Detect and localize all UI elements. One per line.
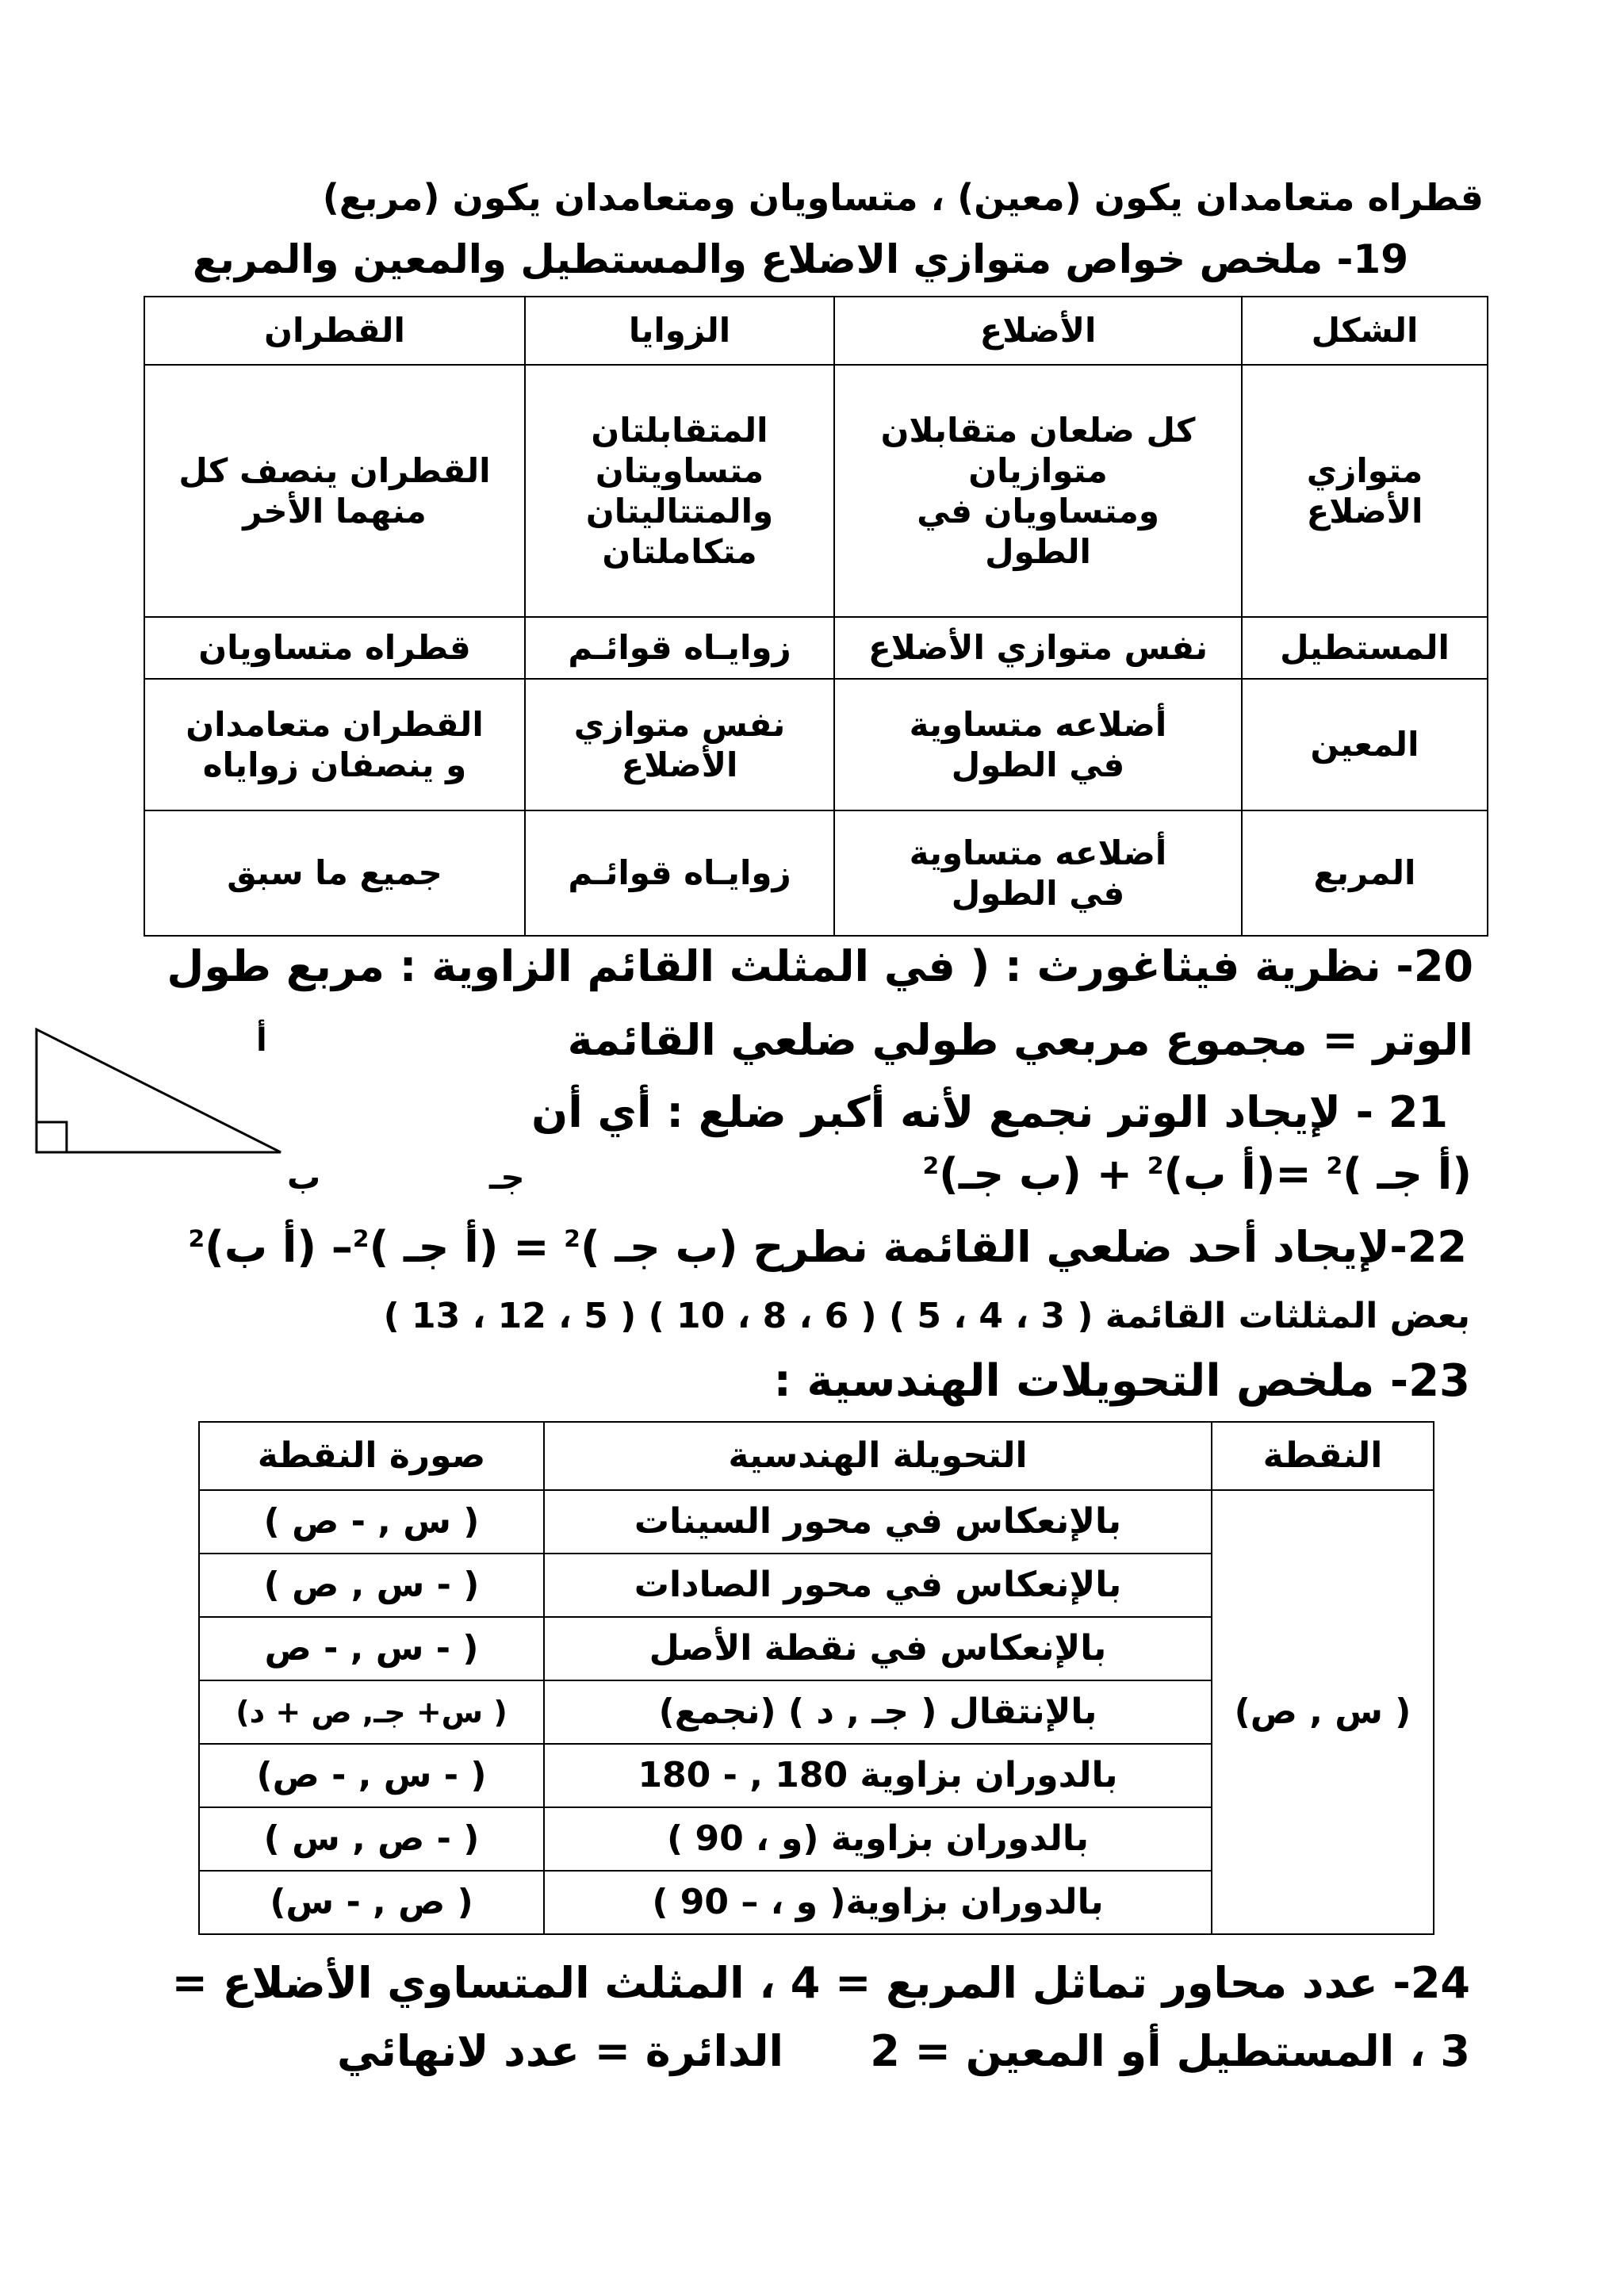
cell-image: ( - س , ص ): [199, 1554, 544, 1617]
cell-transformation: بالدوران بزاوية( و ، – 90 ): [544, 1871, 1212, 1934]
table-header-row: [199, 1422, 1434, 1490]
table-header-row: [144, 297, 1488, 365]
vertex-label-c: جـ: [489, 1158, 525, 1197]
section-20-line-1: 20- نظرية فيثاغورث : ( في المثلث القائم الزاوية : مربع طول: [167, 941, 1473, 991]
header-sides: الأضلاع: [834, 297, 1242, 365]
section-20-line-2: الوتر = مجموع مربعي طولي ضلعي القائمة: [567, 1015, 1473, 1065]
cell-diagonals: القطران متعامدان و ينصفان زواياه: [144, 679, 525, 810]
header-shape: الشكل: [1242, 297, 1488, 365]
transformations-table: [198, 1421, 1434, 1935]
cell-image: ( - ص , س ): [199, 1807, 544, 1871]
right-triangle-figure: [29, 1021, 290, 1180]
cell-angles: زوايـاه قوائـم: [525, 617, 834, 679]
cell-diagonals: القطران ينصف كل منهما الأخر: [144, 365, 525, 617]
cell-image: ( س+ جـ, ص + د): [199, 1680, 544, 1744]
table-row: [144, 617, 1488, 679]
hypotenuse-formula: (أ جـ )$^2$ =(أ ب)$^2$ + (ب جـ)$^2$: [922, 1149, 1472, 1199]
table-row: [144, 679, 1488, 810]
header-diagonals: القطران: [144, 297, 525, 365]
cell-angles: نفس متوازي الأضلاع: [525, 679, 834, 810]
cell-transformation: بالإنتقال ( جـ , د ) (نجمع): [544, 1680, 1212, 1744]
right-triangle-triples: بعض المثلثات القائمة ( 3 ، 4 ، 5 ) ( 6 ، 8 ، 10 ) ( 5 ، 12 ، 13 ): [383, 1296, 1470, 1336]
cell-transformation: بالإنعكاس في محور الصادات: [544, 1554, 1212, 1617]
section-22-formula: 22-لإيجاد أحد ضلعي القائمة نطرح (ب جـ )$^2$ = (أ جـ )$^2$– (أ ب)$^2$: [188, 1222, 1467, 1272]
header-point: النقطة: [1212, 1422, 1434, 1490]
cell-image: ( - س , - ص): [199, 1744, 544, 1807]
cell-transformation: بالدوران بزاوية (و ، 90 ): [544, 1807, 1212, 1871]
cell-image: ( - س , - ص: [199, 1617, 544, 1680]
vertex-label-a: أ: [256, 1022, 267, 1059]
header-image: صورة النقطة: [199, 1422, 544, 1490]
cell-sides: نفس متوازي الأضلاع: [834, 617, 1242, 679]
vertex-label-b: ب: [287, 1158, 321, 1197]
cell-diagonals: قطراه متساويان: [144, 617, 525, 679]
cell-image: ( ص , - س): [199, 1871, 544, 1934]
cell-angles: زوايـاه قوائـم: [525, 810, 834, 936]
cell-transformation: بالإنعكاس في نقطة الأصل: [544, 1617, 1212, 1680]
cell-sides: كل ضلعان متقابلان متوازيان ومتساويان في الطول: [834, 365, 1242, 617]
cell-transformation: بالإنعكاس في محور السينات: [544, 1490, 1212, 1554]
cell-image: ( س , - ص ): [199, 1490, 544, 1554]
table-row: [144, 365, 1488, 617]
section-24-line-1: 24- عدد محاور تماثل المربع = 4 ، المثلث المتساوي الأضلاع =: [171, 1958, 1470, 2008]
triangle-outline: [36, 1029, 281, 1152]
table-row: [199, 1490, 1434, 1554]
cell-shape: المربع: [1242, 810, 1488, 936]
cell-sides: أضلاعه متساوية في الطول: [834, 810, 1242, 936]
right-angle-marker: [36, 1122, 67, 1152]
section-24-line-2: 3 ، المستطيل أو المعين = 2: [870, 2026, 1470, 2076]
section-24-circle: الدائرة = عدد لانهائي: [337, 2026, 783, 2076]
section-19-title: 19- ملخص خواص متوازي الاضلاع والمستطيل والمعين والمربع: [192, 236, 1408, 282]
cell-shape: المعين: [1242, 679, 1488, 810]
cell-point: ( س , ص): [1212, 1490, 1434, 1934]
cell-sides: أضلاعه متساوية في الطول: [834, 679, 1242, 810]
header-angles: الزوايا: [525, 297, 834, 365]
quadrilateral-properties-table: [144, 296, 1488, 937]
header-transformation: التحويلة الهندسية: [544, 1422, 1212, 1490]
section-21-line: 21 - لإيجاد الوتر نجمع لأنه أكبر ضلع : أي أن: [531, 1087, 1448, 1137]
cell-shape: متوازي الأضلاع: [1242, 365, 1488, 617]
header-line-1: قطراه متعامدان يكون (معين) ، متساويان ومتعامدان يكون (مربع): [322, 176, 1484, 219]
cell-angles: المتقابلتان متساويتان والمتتاليتان متكاملتان: [525, 365, 834, 617]
section-23-title: 23- ملخص التحويلات الهندسية :: [773, 1355, 1470, 1407]
cell-diagonals: جميع ما سبق: [144, 810, 525, 936]
cell-shape: المستطيل: [1242, 617, 1488, 679]
cell-transformation: بالدوران بزاوية 180 , - 180: [544, 1744, 1212, 1807]
table-row: [144, 810, 1488, 936]
